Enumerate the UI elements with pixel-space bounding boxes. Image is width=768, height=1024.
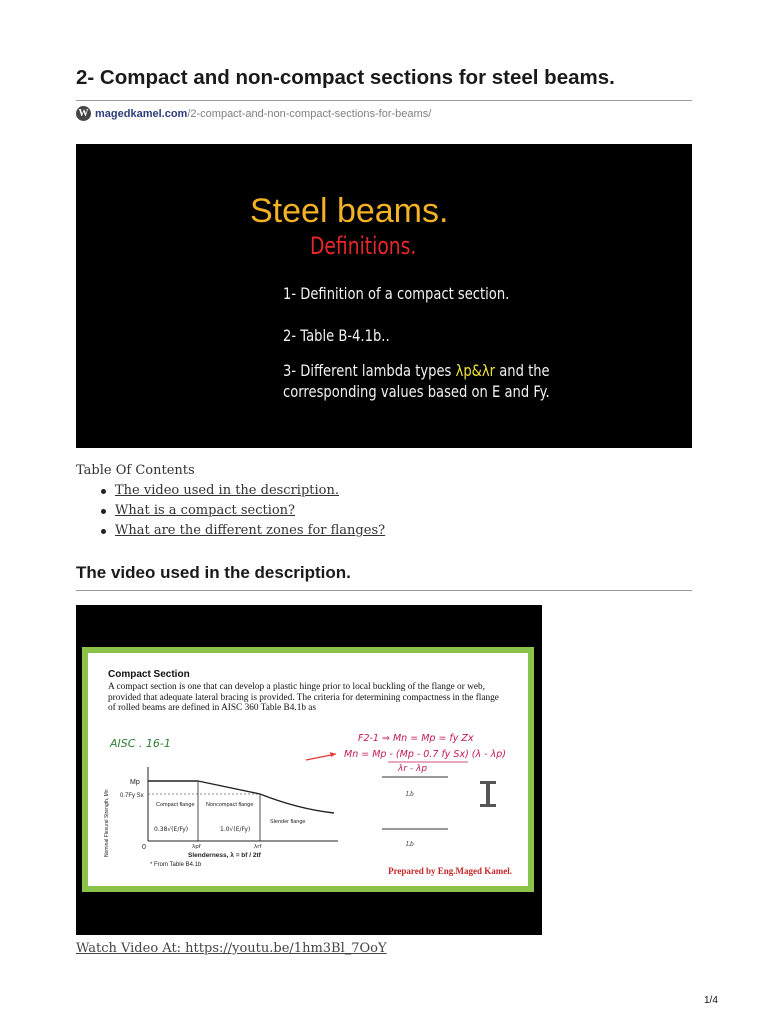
lp-formula: 0.38√(E/Fy) [154, 826, 189, 833]
i-beam-bottom [480, 804, 496, 807]
hero-item-3-prefix: 3- Different lambda types [283, 361, 456, 380]
hero-image [76, 144, 692, 448]
slide-diagram [88, 653, 528, 886]
hero-item-3-line2: corresponding values based on E and Fy. [283, 382, 550, 401]
mp-label: Mp [130, 779, 140, 786]
slender-curve [260, 794, 334, 813]
toc-item [98, 501, 385, 521]
hero-item-1: 1- Definition of a compact section. [283, 284, 510, 303]
wordpress-icon: W [76, 106, 91, 121]
handwritten-mn: Mn = Mp - (Mp - 0.7 fy Sx) (λ - λp) [344, 749, 506, 760]
hero-subtitle: Definitions. [310, 232, 417, 260]
hero-lambda: λp&λr [455, 361, 496, 380]
source-link[interactable] [76, 106, 431, 121]
handwritten-aisc: AISC . 16-1 [110, 737, 171, 750]
toc-item [98, 481, 385, 501]
my-label: 0.7Fy Sx [120, 793, 144, 799]
handwritten-den: λr - λp [398, 764, 428, 774]
page-title: 2- Compact and non-compact sections for steel beams. [76, 66, 615, 89]
footnote: * From Table B4.1b [150, 862, 202, 868]
noncompact-line [198, 781, 260, 794]
source-path[interactable]: /2-compact-and-non-compact-sections-for-beams/ [187, 107, 432, 120]
handwritten-f21: F2-1 ⇒ Mn = Mp = fy Zx [358, 733, 474, 744]
video-embed[interactable] [76, 605, 542, 935]
hero-item-2: 2- Table B-4.1b.. [283, 326, 390, 345]
toc-list [98, 481, 385, 541]
slide-body: A compact section is one that can develop a plastic hinge prior to local buckling of the flange or web, provided that adequate lateral bracing is provided. The criteria for determining compactness in the flange of rolled beams are defined in AISC 360 Table B4.1b as [108, 682, 499, 713]
lr-formula: 1.0√(E/Fy) [220, 826, 251, 833]
zone-noncompact: Noncompact flange [206, 802, 254, 808]
toc-item [98, 521, 385, 541]
toc-link-zones[interactable]: What are the different zones for flanges? [115, 523, 386, 538]
watch-video-link[interactable]: Watch Video At: https://youtu.be/1hm3Bl_7OoY [76, 941, 387, 956]
hero-item-3 [283, 361, 550, 380]
lb-label-2: Lb [406, 841, 414, 848]
source-domain[interactable]: magedkamel.com [95, 107, 188, 120]
toc-link-video[interactable]: The video used in the description. [115, 483, 339, 498]
slide-title: Compact Section [108, 669, 190, 680]
i-beam-top [480, 781, 496, 784]
red-arrow-head [330, 752, 336, 757]
hero-title: Steel beams. [250, 192, 449, 230]
lp-symbol: λpf [192, 844, 201, 850]
x-axis-label: Slenderness, λ = bf / 2tf [188, 852, 261, 859]
section-divider [76, 590, 692, 591]
lb-label-1: Lb [406, 791, 414, 798]
toc-link-compact[interactable]: What is a compact section? [115, 503, 296, 518]
zone-slender: Slender flange [270, 819, 306, 825]
zone-compact: Compact flange [156, 802, 195, 808]
y-axis-label: Nominal Flexural Strength, Mn [104, 789, 110, 857]
origin-label: 0 [142, 844, 146, 851]
video-slide [82, 647, 534, 892]
i-beam-web [486, 784, 490, 804]
page-number: 1/4 [704, 995, 718, 1006]
lr-symbol: λrf [254, 844, 262, 850]
slide-credit: Prepared by Eng.Maged Kamel. [388, 866, 512, 876]
toc-label: Table Of Contents [76, 463, 195, 478]
hero-item-3-suffix: and the [495, 361, 550, 380]
section-heading: The video used in the description. [76, 563, 351, 582]
title-divider [76, 100, 692, 101]
slide-content [88, 653, 528, 886]
